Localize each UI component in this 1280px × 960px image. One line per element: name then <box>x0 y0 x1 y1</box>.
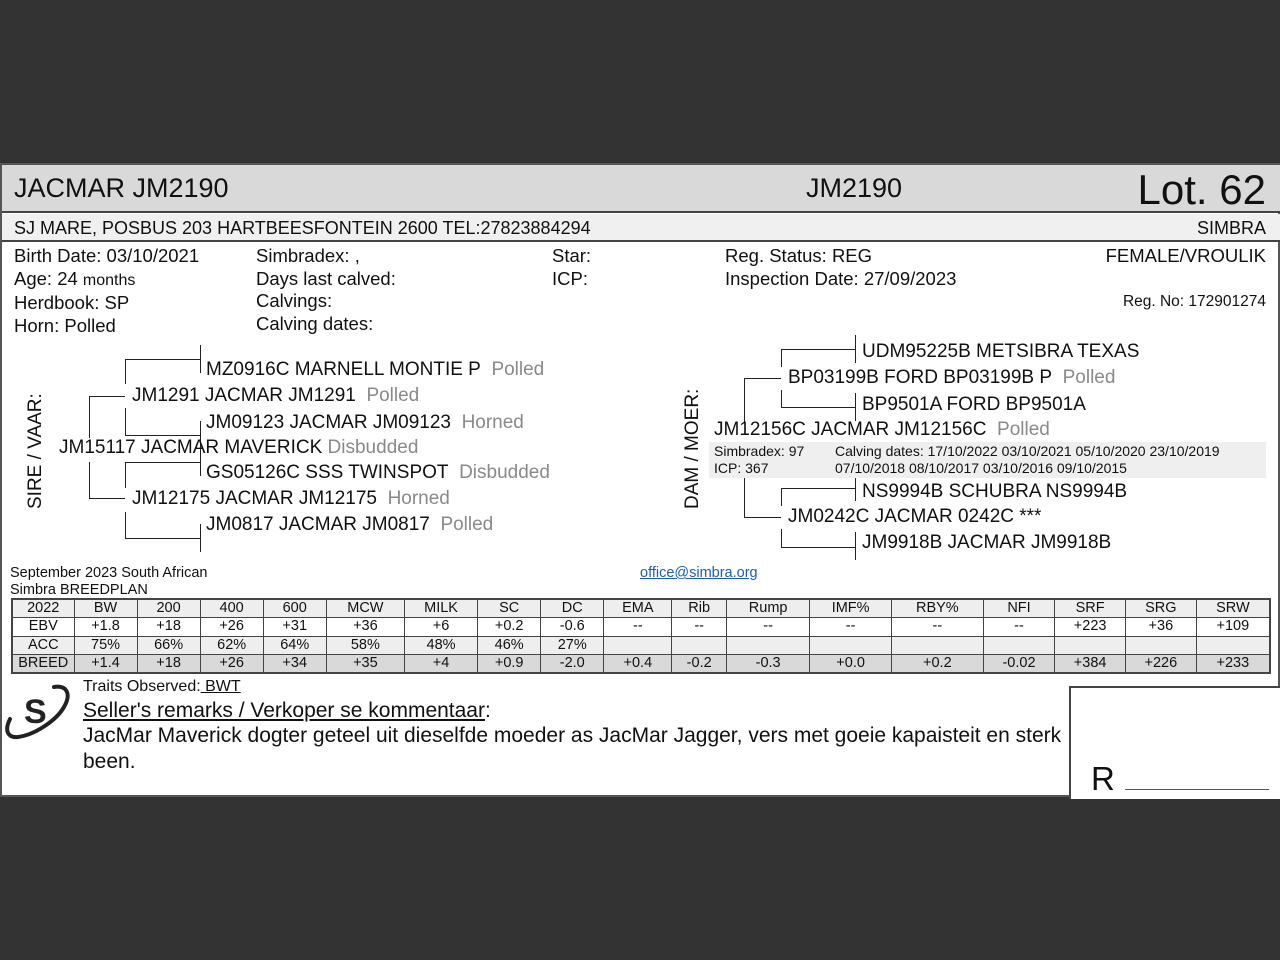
pedigree-sire: JM15117 JACMAR MAVERICK Disbudded <box>59 437 419 458</box>
remarks-heading <box>83 699 491 723</box>
tree-line <box>200 524 201 552</box>
table-cell: -0.3 <box>726 655 809 674</box>
tree-line <box>125 359 126 384</box>
table-cell: IMF% <box>810 599 892 618</box>
price-blank-line <box>1125 789 1269 790</box>
sex-label: FEMALE/VROULIK <box>1105 245 1266 266</box>
pedigree-dam: JM12156C JACMAR JM12156C Polled <box>714 419 1050 440</box>
table-cell: +223 <box>1055 618 1126 637</box>
info-column-1 <box>14 245 199 337</box>
table-cell: 600 <box>263 599 326 618</box>
tree-line <box>781 547 855 548</box>
table-header-row <box>12 599 1270 618</box>
tree-line <box>744 378 781 379</box>
age-value: Age: 24 <box>14 267 78 289</box>
table-cell: MCW <box>326 599 404 618</box>
table-cell: -0.02 <box>983 655 1055 674</box>
table-cell: 62% <box>200 636 263 655</box>
tree-line <box>781 488 782 506</box>
table-cell <box>604 636 672 655</box>
table-cell: +31 <box>263 618 326 637</box>
row-label-cell: BREED <box>12 655 74 674</box>
tree-line <box>125 538 200 539</box>
table-cell: NFI <box>983 599 1055 618</box>
table-cell <box>1196 636 1270 655</box>
table-cell: +35 <box>326 655 404 674</box>
tree-line <box>781 488 855 489</box>
pedigree-dam-sire-sire: UDM95225B METSIBRA TEXAS <box>862 341 1140 362</box>
table-cell: 200 <box>137 599 200 618</box>
table-cell: +226 <box>1125 655 1196 674</box>
breedplan-label-line2: Simbra BREEDPLAN <box>10 582 148 598</box>
pedigree-sire-sire-dam: JM09123 JACMAR JM09123 Horned <box>206 412 524 433</box>
table-row-breed <box>12 655 1270 674</box>
tree-line <box>855 532 856 560</box>
tree-line <box>781 529 782 547</box>
table-cell: +36 <box>1125 618 1196 637</box>
table-cell: 58% <box>326 636 404 655</box>
table-cell <box>726 636 809 655</box>
breed-name: SIMBRA <box>1196 218 1266 238</box>
table-cell: +233 <box>1196 655 1270 674</box>
table-cell: -- <box>983 618 1055 637</box>
owner-bar <box>2 214 1280 242</box>
tree-line <box>125 512 126 538</box>
tree-line <box>744 378 745 423</box>
table-cell: 48% <box>404 636 477 655</box>
info-column-3 <box>552 245 591 290</box>
table-cell: 27% <box>541 636 604 655</box>
dam-details-panel <box>709 442 1266 478</box>
days-last-calved: Days last calved: <box>256 267 396 289</box>
table-cell: -- <box>672 618 727 637</box>
table-cell: SRW <box>1196 599 1270 618</box>
tree-line <box>89 396 125 397</box>
table-cell: +0.0 <box>810 655 892 674</box>
animal-name: JACMAR JM2190 <box>14 173 229 203</box>
table-cell: -- <box>891 618 983 637</box>
dam-label: DAM / MOER: <box>682 388 703 509</box>
table-cell: +26 <box>200 655 263 674</box>
seller-remarks: JacMar Maverick dogter geteel uit dieselfde moeder as JacMar Jagger, vers met goeie kapaisteit en sterk been. <box>83 724 1062 773</box>
calving-dates: Calving dates: <box>256 312 374 334</box>
table-cell: +36 <box>326 618 404 637</box>
tree-line <box>855 335 856 363</box>
calvings: Calvings: <box>256 290 333 311</box>
owner-address: SJ MARE, POSBUS 203 HARTBEESFONTEIN 2600 TEL:27823884294 <box>14 218 591 238</box>
pedigree-dam-sire-dam: BP9501A FORD BP9501A <box>862 394 1086 415</box>
pedigree-dam-sire: BP03199B FORD BP03199B P Polled <box>788 367 1116 388</box>
table-cell: +6 <box>404 618 477 637</box>
table-cell: -- <box>604 618 672 637</box>
herdbook: Herdbook: SP <box>14 292 130 313</box>
table-cell: DC <box>541 599 604 618</box>
table-cell: 75% <box>74 636 137 655</box>
table-cell: +4 <box>404 655 477 674</box>
table-cell: Rump <box>726 599 809 618</box>
tree-line <box>781 349 782 367</box>
table-cell: 46% <box>478 636 541 655</box>
table-cell <box>672 636 727 655</box>
table-cell <box>810 636 892 655</box>
reg-status: Reg. Status: REG <box>725 245 873 266</box>
tree-line <box>89 498 125 499</box>
reg-number: Reg. No: 172901274 <box>1122 293 1266 310</box>
sire-label: SIRE / VAAR: <box>25 393 46 509</box>
icp: ICP: <box>552 267 588 289</box>
table-cell <box>1125 636 1196 655</box>
table-cell: -- <box>810 618 892 637</box>
pedigree-sire-sire: JM1291 JACMAR JM1291 Polled <box>132 385 420 406</box>
star: Star: <box>552 245 592 266</box>
pedigree-sire-dam: JM12175 JACMAR JM12175 Horned <box>132 488 450 509</box>
tree-line <box>781 349 855 350</box>
breedplan-table <box>11 598 1271 674</box>
pedigree-sire-sire-sire: MZ0916C MARNELL MONTIE P Polled <box>206 359 545 380</box>
pedigree-dam-dam-sire: NS9994B SCHUBRA NS9994B <box>862 481 1128 502</box>
table-cell: +0.2 <box>478 618 541 637</box>
table-cell: -0.2 <box>672 655 727 674</box>
table-cell: +0.4 <box>604 655 672 674</box>
table-cell: +384 <box>1055 655 1126 674</box>
breedplan-label <box>10 565 208 599</box>
remarks-heading-text: Seller's remarks / Verkoper se kommentaar <box>83 699 485 722</box>
traits-observed <box>83 678 241 696</box>
tree-line <box>781 390 782 407</box>
tree-line <box>125 462 200 463</box>
email-link[interactable]: office@simbra.org <box>640 565 758 581</box>
tree-line <box>125 408 126 435</box>
dam-calving-dates-1: Calving dates: 17/10/2022 03/10/2021 05/10/2020 23/10/2019 <box>835 443 1220 459</box>
table-cell: +1.8 <box>74 618 137 637</box>
dam-simbradex: Simbradex: 97 <box>714 443 805 459</box>
table-cell: SRF <box>1055 599 1126 618</box>
info-column-4 <box>725 245 956 290</box>
tree-line <box>744 517 781 518</box>
bid-price-box[interactable] <box>1069 686 1280 799</box>
pedigree-sire-dam-dam: JM0817 JACMAR JM0817 Polled <box>206 514 494 535</box>
table-cell: -- <box>726 618 809 637</box>
table-cell: EMA <box>604 599 672 618</box>
lot-number: Lot. 62 <box>1137 166 1266 213</box>
table-cell: +0.9 <box>478 655 541 674</box>
birth-date: Birth Date: 03/10/2021 <box>14 245 200 266</box>
table-cell: 64% <box>263 636 326 655</box>
dam-icp: ICP: 367 <box>714 460 769 476</box>
table-cell: RBY% <box>891 599 983 618</box>
table-cell: +0.2 <box>891 655 983 674</box>
tree-line <box>89 396 90 438</box>
table-cell: BW <box>74 599 137 618</box>
lot-card <box>0 163 1280 797</box>
table-cell: 66% <box>137 636 200 655</box>
horn-status: Horn: Polled <box>14 314 116 336</box>
table-cell: +109 <box>1196 618 1270 637</box>
age <box>14 268 199 293</box>
tree-line <box>744 477 745 517</box>
table-cell <box>983 636 1055 655</box>
table-cell: +26 <box>200 618 263 637</box>
tree-line <box>200 345 201 373</box>
age-unit: months <box>82 271 136 289</box>
breedplan-label-line1: September 2023 South African <box>10 565 208 581</box>
table-cell: -0.6 <box>541 618 604 637</box>
table-cell: +18 <box>137 618 200 637</box>
pedigree-sire-dam-sire: GS05126C SSS TWINSPOT Disbudded <box>206 462 550 483</box>
remarks-colon: : <box>484 699 491 722</box>
info-column-2 <box>256 245 396 335</box>
table-cell <box>891 636 983 655</box>
traits-label: Traits Observed: <box>83 678 201 695</box>
table-cell: SC <box>478 599 541 618</box>
table-cell: +34 <box>263 655 326 674</box>
table-cell: MILK <box>404 599 477 618</box>
currency-label: R <box>1091 760 1115 797</box>
tree-line <box>89 462 90 498</box>
table-cell: Rib <box>672 599 727 618</box>
simbradex: Simbradex: , <box>256 245 360 266</box>
row-label-cell: 2022 <box>12 599 74 618</box>
row-label-cell: EBV <box>12 618 74 637</box>
tree-line <box>125 435 200 436</box>
table-cell: 400 <box>200 599 263 618</box>
table-cell: +1.4 <box>74 655 137 674</box>
table-cell: SRG <box>1125 599 1196 618</box>
table-cell <box>1055 636 1126 655</box>
tree-line <box>855 477 856 501</box>
row-label-cell: ACC <box>12 636 74 655</box>
pedigree-dam-dam: JM0242C JACMAR 0242C *** <box>788 506 1042 527</box>
table-row-ebv <box>12 618 1270 637</box>
traits-value: BWT <box>200 678 241 695</box>
inspection-date: Inspection Date: 27/09/2023 <box>725 267 957 289</box>
pedigree-dam-dam-dam: JM9918B JACMAR JM9918B <box>862 532 1112 553</box>
table-cell: -2.0 <box>541 655 604 674</box>
table-cell: +18 <box>137 655 200 674</box>
svg-text:S: S <box>24 693 47 731</box>
tree-line <box>781 407 855 408</box>
tree-line <box>855 393 856 421</box>
table-row-acc <box>12 636 1270 655</box>
tree-line <box>125 462 126 488</box>
animal-code: JM2190 <box>806 173 903 203</box>
simbra-logo-icon <box>4 681 74 741</box>
dam-calving-dates-2: 07/10/2018 08/10/2017 03/10/2016 09/10/2015 <box>835 460 1127 476</box>
tree-line <box>125 359 200 360</box>
lot-header <box>2 165 1280 213</box>
